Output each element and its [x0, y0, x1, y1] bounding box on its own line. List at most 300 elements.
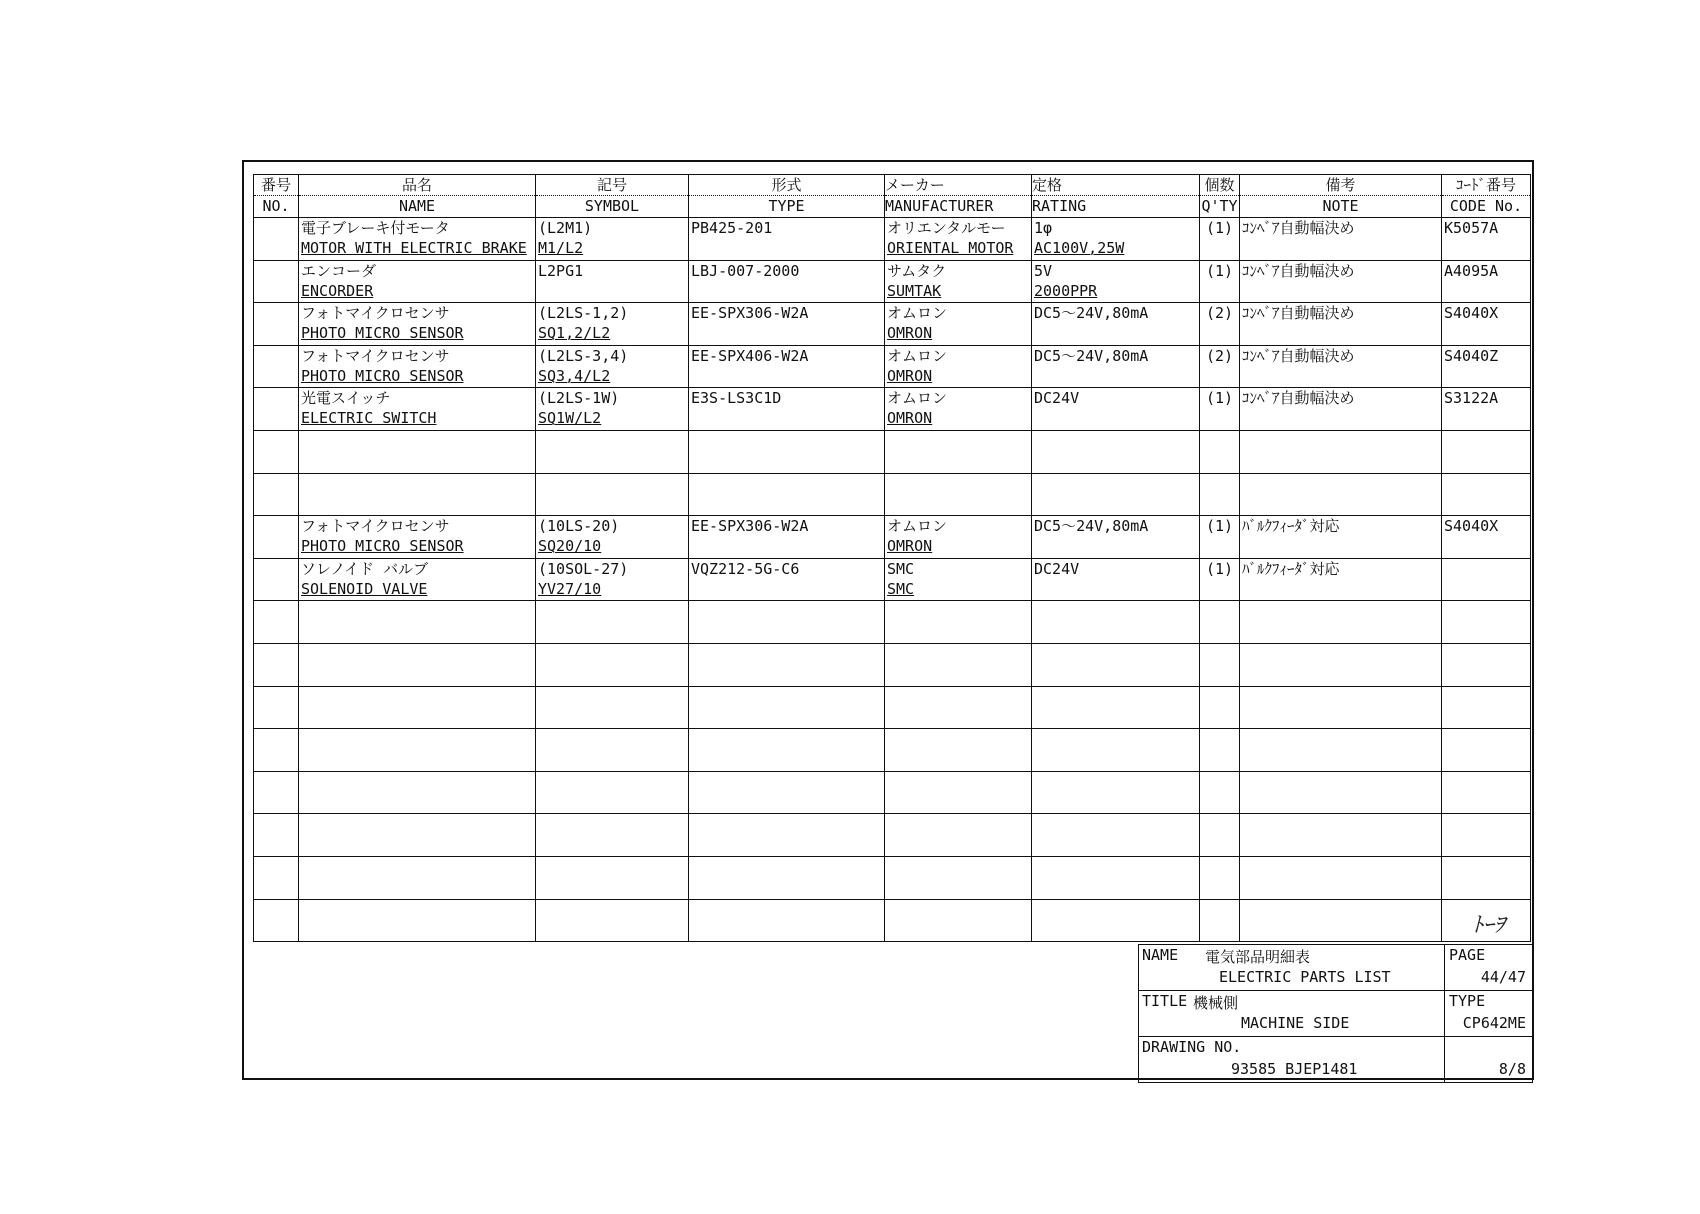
cell-type: LBJ-007-2000	[691, 261, 800, 280]
cell-maker	[885, 218, 1032, 261]
cell-no	[256, 644, 296, 664]
cell-rating	[1032, 856, 1200, 899]
cell-rating2	[1034, 834, 1197, 854]
cell-symbol1: (L2LS-1,2)	[538, 304, 629, 323]
cell-rating1: DC24V	[1034, 559, 1080, 578]
cell-note: ｺﾝﾍﾞｱ自動幅決め	[1242, 389, 1355, 408]
cell-note	[1242, 644, 1439, 664]
cell-qty: (1)	[1205, 261, 1234, 280]
cell-note	[1240, 899, 1442, 942]
cell-code	[1444, 601, 1528, 621]
cell-name-en	[301, 494, 533, 514]
cell-rating	[1032, 473, 1200, 516]
cell-maker-jp	[887, 729, 1029, 749]
cell-rating1	[1034, 729, 1197, 749]
cell-maker-en	[887, 792, 1029, 812]
cell-name-en: PHOTO MICRO SENSOR	[301, 537, 464, 556]
cell-symbol1: (L2M1)	[538, 219, 593, 237]
cell-name-jp	[301, 601, 533, 621]
cell-no	[254, 686, 299, 729]
col-no-header: 番号 NO.	[254, 175, 299, 218]
cell-no	[254, 516, 299, 559]
cell-type	[691, 814, 882, 834]
tb-title-label: TITLE	[1142, 992, 1188, 1010]
cell-maker-jp: オムロン	[887, 304, 948, 323]
cell-note	[1242, 900, 1439, 920]
cell-symbol2: YV27/10	[538, 579, 602, 598]
cell-type: EE-SPX406-W2A	[691, 346, 809, 365]
cell-qty: (1)	[1205, 559, 1234, 578]
cell-type	[691, 687, 882, 707]
cell-note: ｺﾝﾍﾞｱ自動幅決め	[1242, 304, 1355, 323]
tb-title-cell	[1139, 991, 1445, 1037]
cell-code: S3122A	[1444, 389, 1499, 408]
cell-symbol1: (10SOL-27)	[538, 559, 629, 578]
cell-name-en	[301, 877, 533, 897]
cell-name-jp: フォトマイクロセンサ	[301, 304, 450, 323]
cell-maker-en	[887, 707, 1029, 727]
cell-note	[1240, 388, 1442, 431]
cell-note	[1240, 771, 1442, 814]
cell-no	[256, 474, 296, 494]
cell-no	[254, 345, 299, 388]
cell-type: EE-SPX306-W2A	[691, 517, 809, 536]
cell-qty	[1202, 729, 1237, 749]
cell-code	[1444, 857, 1528, 877]
cell-maker-en: SUMTAK	[887, 281, 942, 300]
cell-type	[689, 218, 885, 261]
cell-name	[299, 218, 536, 261]
cell-rating2	[1034, 366, 1197, 386]
cell-rating2	[1034, 792, 1197, 812]
cell-rating1	[1034, 601, 1197, 621]
cell-maker-jp: SMC	[887, 559, 915, 578]
cell-name	[299, 899, 536, 942]
cell-type	[689, 303, 885, 346]
col-qty-header: 個数 Q'TY	[1200, 175, 1240, 218]
cell-note: ｺﾝﾍﾞｱ自動幅決め	[1242, 261, 1355, 280]
table-row	[254, 686, 1531, 729]
cell-rating	[1032, 516, 1200, 559]
cell-name-en: PHOTO MICRO SENSOR	[301, 366, 464, 385]
cell-rating	[1032, 643, 1200, 686]
cell-rating1: 5V	[1034, 261, 1053, 280]
cell-symbol2	[538, 664, 686, 684]
cell-code	[1442, 345, 1531, 388]
cell-note	[1242, 431, 1439, 451]
cell-rating1: DC5～24V,80mA	[1034, 346, 1149, 365]
cell-name-jp	[301, 687, 533, 707]
cell-no	[256, 772, 296, 792]
cell-name-en: ELECTRIC SWITCH	[301, 409, 437, 428]
table-row	[254, 430, 1531, 473]
cell-maker-en: OMRON	[887, 324, 933, 343]
tb-type-label: TYPE	[1449, 992, 1486, 1010]
cell-qty	[1200, 303, 1240, 346]
cell-qty	[1200, 814, 1240, 857]
cell-note	[1240, 558, 1442, 601]
cell-maker	[885, 260, 1032, 303]
cell-maker-jp	[887, 644, 1029, 664]
cell-note	[1240, 260, 1442, 303]
parts-body	[254, 218, 1531, 942]
cell-maker	[885, 388, 1032, 431]
tb-page-label: PAGE	[1449, 946, 1486, 964]
cell-no	[254, 856, 299, 899]
table-row	[254, 601, 1531, 644]
cell-maker-en	[887, 494, 1029, 514]
cell-maker	[885, 686, 1032, 729]
cell-symbol	[536, 899, 689, 942]
cell-name	[299, 814, 536, 857]
cell-qty	[1202, 601, 1237, 621]
cell-code	[1442, 260, 1531, 303]
cell-symbol2: M1/L2	[538, 239, 584, 257]
cell-type	[689, 260, 885, 303]
cell-code	[1442, 516, 1531, 559]
cell-maker-jp	[887, 687, 1029, 707]
cell-rating2	[1034, 579, 1197, 599]
cell-code	[1442, 218, 1531, 261]
cell-qty	[1202, 644, 1237, 664]
table-row	[254, 899, 1531, 942]
cell-rating2	[1034, 664, 1197, 684]
cell-symbol2	[538, 792, 686, 812]
cell-name-en: PHOTO MICRO SENSOR	[301, 324, 464, 343]
cell-symbol2	[538, 877, 686, 897]
cell-code	[1442, 473, 1531, 516]
cell-no	[256, 814, 296, 834]
cell-maker-en	[887, 664, 1029, 684]
cell-no	[254, 771, 299, 814]
cell-code	[1444, 814, 1528, 834]
cell-rating2: 2000PPR	[1034, 281, 1098, 300]
cell-type	[689, 601, 885, 644]
cell-qty	[1200, 899, 1240, 942]
cell-code: S4040X	[1444, 304, 1499, 323]
cell-rating1: DC5～24V,80mA	[1034, 304, 1149, 323]
cell-note: ｺﾝﾍﾞｱ自動幅決め	[1242, 219, 1355, 237]
cell-name	[299, 686, 536, 729]
cell-maker-en	[887, 920, 1029, 940]
cell-name-jp	[301, 900, 533, 920]
cell-symbol	[536, 218, 689, 261]
cell-symbol1	[538, 772, 686, 792]
col-type-header: 形式 TYPE	[689, 175, 885, 218]
cell-type	[689, 430, 885, 473]
cell-symbol	[536, 771, 689, 814]
cell-note	[1240, 601, 1442, 644]
cell-qty	[1200, 516, 1240, 559]
cell-name	[299, 856, 536, 899]
table-row	[254, 771, 1531, 814]
cell-maker	[885, 814, 1032, 857]
cell-code: S4040Z	[1444, 346, 1499, 365]
cell-rating1	[1034, 772, 1197, 792]
tb-name-jp: 電気部品明細表	[1205, 948, 1311, 966]
cell-rating	[1032, 388, 1200, 431]
cell-rating	[1032, 558, 1200, 601]
cell-rating2	[1034, 920, 1197, 940]
cell-qty	[1200, 729, 1240, 772]
cell-no	[256, 261, 296, 281]
cell-maker-en: ORIENTAL MOTOR	[887, 239, 1014, 257]
cell-symbol1: (L2LS-3,4)	[538, 346, 629, 365]
cell-symbol1	[538, 644, 686, 664]
cell-type	[689, 558, 885, 601]
cell-type: VQZ212-5G-C6	[691, 559, 800, 578]
cell-maker	[885, 643, 1032, 686]
cell-qty	[1200, 856, 1240, 899]
title-block	[1138, 944, 1533, 1083]
cell-name-jp	[301, 857, 533, 877]
cell-code: S4040X	[1444, 517, 1499, 536]
cell-note	[1242, 601, 1439, 621]
cell-rating	[1032, 771, 1200, 814]
cell-maker-jp: オムロン	[887, 517, 948, 536]
cell-maker	[885, 899, 1032, 942]
cell-maker-jp	[887, 601, 1029, 621]
cell-type	[689, 686, 885, 729]
cell-name-jp: エンコーダ	[301, 261, 377, 280]
cell-no	[254, 388, 299, 431]
cell-symbol2: SQ1,2/L2	[538, 324, 611, 343]
cell-name-en: MOTOR WITH ELECTRIC BRAKE	[301, 239, 527, 257]
cell-qty	[1200, 218, 1240, 261]
cell-qty	[1202, 857, 1237, 877]
col-symbol-header: 記号 SYMBOL	[536, 175, 689, 218]
cell-note	[1242, 474, 1439, 494]
cell-qty	[1200, 473, 1240, 516]
cell-note	[1240, 643, 1442, 686]
cell-qty: (2)	[1205, 304, 1234, 323]
col-manufacturer-header: メーカー MANUFACTURER	[885, 175, 1032, 218]
tb-drawing-cell	[1139, 1037, 1445, 1083]
cell-symbol1: (L2LS-1W)	[538, 389, 620, 408]
cell-qty	[1200, 430, 1240, 473]
table-row	[254, 303, 1531, 346]
cell-code: K5057A	[1444, 219, 1499, 237]
cell-rating2	[1034, 707, 1197, 727]
cell-name	[299, 558, 536, 601]
cell-code	[1442, 388, 1531, 431]
cell-name	[299, 473, 536, 516]
cell-symbol	[536, 260, 689, 303]
handwritten-initials: ﾄｰｦ	[1472, 913, 1506, 938]
table-row	[254, 218, 1531, 261]
cell-rating2	[1034, 494, 1197, 514]
cell-symbol	[536, 345, 689, 388]
cell-type	[691, 729, 882, 749]
cell-type	[691, 900, 882, 920]
cell-maker-en: SMC	[887, 579, 915, 598]
cell-type	[691, 857, 882, 877]
cell-symbol	[536, 303, 689, 346]
cell-type	[691, 474, 882, 494]
cell-code	[1444, 559, 1528, 579]
cell-symbol1	[538, 601, 686, 621]
cell-qty: (2)	[1205, 346, 1234, 365]
table-row	[254, 643, 1531, 686]
cell-note	[1240, 729, 1442, 772]
cell-qty	[1200, 643, 1240, 686]
cell-rating2	[1034, 877, 1197, 897]
table-row	[254, 260, 1531, 303]
cell-code	[1442, 303, 1531, 346]
cell-name	[299, 601, 536, 644]
cell-rating1: DC24V	[1034, 389, 1080, 408]
cell-maker	[885, 558, 1032, 601]
cell-no	[256, 303, 296, 323]
tb-page-value: 44/47	[1480, 968, 1526, 986]
table-row	[254, 516, 1531, 559]
cell-name	[299, 729, 536, 772]
cell-no	[256, 431, 296, 451]
cell-note	[1240, 345, 1442, 388]
tb-sheet-value: 8/8	[1498, 1060, 1526, 1078]
cell-name-en	[301, 707, 533, 727]
cell-rating	[1032, 218, 1200, 261]
cell-type	[691, 772, 882, 792]
cell-maker-en: OMRON	[887, 409, 933, 428]
cell-no	[256, 388, 296, 408]
cell-name	[299, 430, 536, 473]
cell-symbol2	[538, 707, 686, 727]
cell-name-en	[301, 749, 533, 769]
cell-rating1: 1φ	[1034, 219, 1053, 237]
cell-name	[299, 643, 536, 686]
cell-rating1	[1034, 814, 1197, 834]
cell-symbol1	[538, 474, 686, 494]
cell-name-jp	[301, 644, 533, 664]
cell-name	[299, 345, 536, 388]
tb-type-value: CP642ME	[1462, 1014, 1526, 1032]
cell-qty	[1202, 814, 1237, 834]
cell-code	[1444, 644, 1528, 664]
cell-type	[689, 771, 885, 814]
cell-name-jp	[301, 431, 533, 451]
cell-type	[689, 856, 885, 899]
cell-type	[689, 814, 885, 857]
cell-no	[256, 687, 296, 707]
cell-no	[254, 303, 299, 346]
cell-type	[689, 899, 885, 942]
cell-no	[254, 729, 299, 772]
cell-symbol2	[538, 281, 686, 301]
cell-type	[689, 729, 885, 772]
cell-maker-jp: オリエンタルモー	[887, 219, 1006, 237]
cell-symbol	[536, 430, 689, 473]
tb-name-en: ELECTRIC PARTS LIST	[1219, 968, 1391, 986]
cell-no	[254, 260, 299, 303]
tb-sheet-cell	[1445, 1037, 1533, 1083]
cell-name-en	[301, 451, 533, 471]
cell-code	[1442, 856, 1531, 899]
tb-page-cell	[1445, 945, 1533, 991]
cell-rating2	[1034, 451, 1197, 471]
cell-type	[691, 601, 882, 621]
cell-note	[1240, 473, 1442, 516]
tb-type-cell	[1445, 991, 1533, 1037]
cell-name-en	[301, 792, 533, 812]
cell-maker-jp	[887, 857, 1029, 877]
cell-maker-en: OMRON	[887, 366, 933, 385]
cell-code	[1444, 772, 1528, 792]
cell-code	[1442, 686, 1531, 729]
cell-qty	[1200, 601, 1240, 644]
cell-name-en	[301, 920, 533, 940]
cell-maker-jp: オムロン	[887, 389, 948, 408]
cell-type	[689, 516, 885, 559]
cell-note	[1240, 303, 1442, 346]
cell-type	[689, 473, 885, 516]
cell-code	[1442, 771, 1531, 814]
col-note-header: 備考 NOTE	[1240, 175, 1442, 218]
table-row	[254, 729, 1531, 772]
cell-no	[256, 516, 296, 536]
cell-no	[256, 729, 296, 749]
cell-code	[1442, 430, 1531, 473]
cell-symbol2	[538, 451, 686, 471]
cell-maker-en	[887, 621, 1029, 641]
cell-name-en	[301, 621, 533, 641]
cell-rating1	[1034, 687, 1197, 707]
cell-symbol2: SQ3,4/L2	[538, 366, 611, 385]
cell-symbol2	[538, 621, 686, 641]
cell-symbol2	[538, 494, 686, 514]
cell-qty	[1200, 260, 1240, 303]
cell-qty: (1)	[1205, 517, 1234, 536]
cell-name	[299, 771, 536, 814]
cell-name-en	[301, 664, 533, 684]
cell-rating2	[1034, 408, 1197, 428]
cell-note: ｺﾝﾍﾞｱ自動幅決め	[1242, 346, 1355, 365]
cell-rating1	[1034, 431, 1197, 451]
cell-code	[1444, 431, 1528, 451]
cell-code	[1442, 729, 1531, 772]
cell-maker-en	[887, 749, 1029, 769]
cell-rating	[1032, 345, 1200, 388]
cell-maker-jp	[887, 900, 1029, 920]
cell-qty	[1202, 474, 1237, 494]
col-name-header: 品名 NAME	[299, 175, 536, 218]
cell-no	[256, 857, 296, 877]
cell-code	[1442, 814, 1531, 857]
cell-symbol1	[538, 814, 686, 834]
cell-no	[254, 601, 299, 644]
cell-maker-jp: サムタク	[887, 261, 947, 280]
cell-symbol1: L2PG1	[538, 261, 584, 280]
cell-name-jp: フォトマイクロセンサ	[301, 517, 450, 536]
cell-no	[256, 346, 296, 366]
cell-symbol1	[538, 687, 686, 707]
cell-symbol	[536, 729, 689, 772]
cell-name-jp	[301, 772, 533, 792]
cell-symbol	[536, 643, 689, 686]
cell-symbol2: SQ20/10	[538, 537, 602, 556]
cell-rating	[1032, 303, 1200, 346]
cell-qty	[1200, 686, 1240, 729]
cell-code: A4095A	[1444, 261, 1499, 280]
cell-name	[299, 260, 536, 303]
cell-symbol	[536, 814, 689, 857]
cell-symbol2	[538, 834, 686, 854]
cell-symbol	[536, 473, 689, 516]
cell-qty	[1200, 345, 1240, 388]
cell-no	[254, 558, 299, 601]
cell-note	[1240, 856, 1442, 899]
cell-maker-jp	[887, 474, 1029, 494]
